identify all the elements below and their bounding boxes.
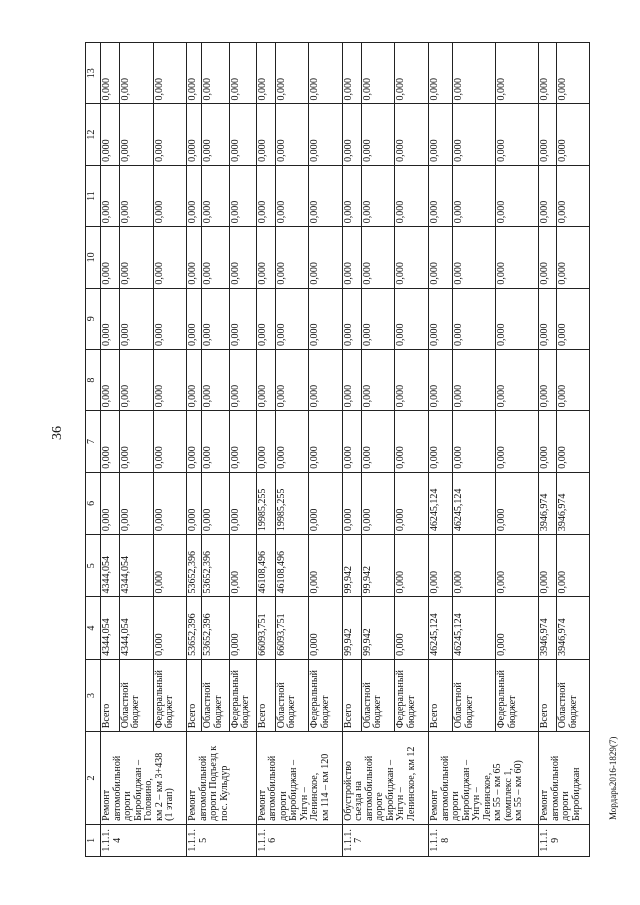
document-code: Мордарь2016-1829(7) [608, 736, 618, 820]
amount-cell: 0,000 [256, 288, 275, 349]
amount-cell: 0,000 [187, 288, 202, 349]
amount-cell: 0,000 [187, 349, 202, 410]
item-code-cell: 1.1.1. 9 [539, 824, 590, 856]
funding-source-cell: Всего [256, 659, 275, 731]
amount-cell: 0,000 [539, 104, 557, 165]
amount-cell: 0,000 [101, 411, 120, 472]
amount-cell: 0,000 [395, 349, 429, 410]
column-number-header: 8 [86, 349, 101, 410]
amount-cell: 0,000 [557, 43, 590, 104]
amount-cell: 19985,255 [256, 472, 275, 534]
column-number-header: 12 [86, 104, 101, 165]
amount-cell: 0,000 [496, 535, 539, 597]
amount-cell: 0,000 [496, 165, 539, 226]
amount-cell: 0,000 [309, 597, 343, 659]
amount-cell: 3946,974 [557, 597, 590, 659]
amount-cell: 0,000 [429, 535, 453, 597]
amount-cell: 0,000 [557, 411, 590, 472]
amount-cell: 0,000 [342, 349, 361, 410]
amount-cell: 0,000 [119, 411, 153, 472]
column-number-header: 7 [86, 411, 101, 472]
amount-cell: 0,000 [429, 43, 453, 104]
table-row [101, 43, 120, 857]
amount-cell: 0,000 [557, 104, 590, 165]
amount-cell: 0,000 [101, 472, 120, 534]
amount-cell: 0,000 [342, 165, 361, 226]
amount-cell: 0,000 [153, 165, 187, 226]
amount-cell: 0,000 [361, 472, 395, 534]
amount-cell: 0,000 [119, 349, 153, 410]
amount-cell: 0,000 [229, 227, 256, 288]
amount-cell: 0,000 [275, 411, 309, 472]
amount-cell: 0,000 [361, 227, 395, 288]
amount-cell: 0,000 [229, 597, 256, 659]
item-code-cell: 1.1.1. 5 [187, 824, 256, 856]
amount-cell: 0,000 [496, 288, 539, 349]
table-row [256, 43, 275, 857]
amount-cell: 0,000 [275, 43, 309, 104]
amount-cell: 0,000 [395, 104, 429, 165]
amount-cell: 0,000 [496, 104, 539, 165]
amount-cell: 46245,124 [429, 472, 453, 534]
amount-cell: 53652,396 [202, 597, 229, 659]
activity-name-cell: Ремонт автомобильной дороги Биробиджан – Унгун – Ленинское, км 114 – км 120 [256, 732, 342, 825]
amount-cell: 0,000 [496, 411, 539, 472]
amount-cell: 0,000 [429, 227, 453, 288]
item-code-cell: 1.1.1. 7 [342, 824, 428, 856]
table-row [429, 43, 453, 857]
amount-cell: 0,000 [202, 472, 229, 534]
amount-cell: 0,000 [309, 104, 343, 165]
amount-cell: 0,000 [361, 288, 395, 349]
amount-cell: 0,000 [453, 104, 496, 165]
amount-cell: 0,000 [342, 411, 361, 472]
table-body [101, 43, 590, 857]
amount-cell: 0,000 [119, 227, 153, 288]
amount-cell: 99,942 [342, 597, 361, 659]
amount-cell: 4344,054 [119, 597, 153, 659]
amount-cell: 0,000 [202, 411, 229, 472]
amount-cell: 0,000 [309, 43, 343, 104]
column-number-header: 4 [86, 597, 101, 659]
amount-cell: 0,000 [275, 165, 309, 226]
column-number-header: 9 [86, 288, 101, 349]
amount-cell: 46245,124 [429, 597, 453, 659]
amount-cell: 53652,396 [187, 597, 202, 659]
amount-cell: 0,000 [101, 227, 120, 288]
budget-table-container [85, 42, 590, 857]
amount-cell: 0,000 [153, 597, 187, 659]
amount-cell: 46245,124 [453, 472, 496, 534]
activity-name-cell: Ремонт автомобильной дороги Биробиджан – Унгун – Ленинское, км 55 – км 65 (комплекс 1, км 55 – км 60) [429, 732, 539, 825]
amount-cell: 0,000 [187, 165, 202, 226]
amount-cell: 0,000 [496, 597, 539, 659]
funding-source-cell: Областной бюджет [275, 659, 309, 731]
page-number: 36 [50, 426, 65, 440]
amount-cell: 0,000 [309, 411, 343, 472]
column-number-header: 6 [86, 472, 101, 534]
amount-cell: 0,000 [453, 165, 496, 226]
amount-cell: 0,000 [119, 472, 153, 534]
column-number-header: 2 [86, 732, 101, 825]
amount-cell: 4344,054 [101, 597, 120, 659]
amount-cell: 0,000 [119, 165, 153, 226]
amount-cell: 0,000 [119, 43, 153, 104]
amount-cell: 0,000 [539, 43, 557, 104]
amount-cell: 0,000 [101, 288, 120, 349]
amount-cell: 0,000 [395, 288, 429, 349]
amount-cell: 0,000 [557, 165, 590, 226]
funding-source-cell: Федеральный бюджет [229, 659, 256, 731]
amount-cell: 0,000 [187, 472, 202, 534]
amount-cell: 0,000 [557, 349, 590, 410]
amount-cell: 0,000 [361, 104, 395, 165]
funding-source-cell: Всего [429, 659, 453, 731]
amount-cell: 0,000 [275, 227, 309, 288]
amount-cell: 0,000 [256, 227, 275, 288]
activity-name-cell: Ремонт автомобильной дороги Биробиджан – Головино, км 2 – км 3+438 (1 этап) [101, 732, 187, 825]
amount-cell: 0,000 [342, 288, 361, 349]
amount-cell: 0,000 [153, 535, 187, 597]
amount-cell: 0,000 [539, 535, 557, 597]
amount-cell: 0,000 [153, 411, 187, 472]
amount-cell: 0,000 [496, 227, 539, 288]
activity-name-cell: Ремонт автомобильной дороги Биробиджан [539, 732, 590, 825]
amount-cell: 46108,496 [256, 535, 275, 597]
amount-cell: 0,000 [187, 43, 202, 104]
amount-cell: 0,000 [429, 349, 453, 410]
amount-cell: 3946,974 [539, 472, 557, 534]
amount-cell: 0,000 [395, 227, 429, 288]
amount-cell: 4344,054 [119, 535, 153, 597]
amount-cell: 0,000 [153, 43, 187, 104]
amount-cell: 0,000 [361, 411, 395, 472]
amount-cell: 0,000 [496, 349, 539, 410]
table-row [342, 43, 361, 857]
amount-cell: 3946,974 [539, 597, 557, 659]
amount-cell: 0,000 [539, 288, 557, 349]
amount-cell: 0,000 [229, 411, 256, 472]
amount-cell: 0,000 [429, 104, 453, 165]
funding-source-cell: Всего [539, 659, 557, 731]
amount-cell: 0,000 [496, 472, 539, 534]
column-number-row [86, 43, 101, 857]
funding-source-cell: Всего [101, 659, 120, 731]
funding-source-cell: Областной бюджет [361, 659, 395, 731]
amount-cell: 0,000 [539, 227, 557, 288]
amount-cell: 0,000 [395, 597, 429, 659]
amount-cell: 0,000 [256, 349, 275, 410]
amount-cell: 0,000 [101, 43, 120, 104]
amount-cell: 0,000 [202, 165, 229, 226]
column-number-header: 11 [86, 165, 101, 226]
amount-cell: 66093,751 [256, 597, 275, 659]
item-code-cell: 1.1.1. 4 [101, 824, 187, 856]
column-number-header: 1 [86, 824, 101, 856]
table-row [187, 43, 202, 857]
amount-cell: 0,000 [202, 43, 229, 104]
amount-cell: 0,000 [187, 227, 202, 288]
amount-cell: 0,000 [453, 349, 496, 410]
column-number-header: 3 [86, 659, 101, 731]
amount-cell: 0,000 [496, 43, 539, 104]
amount-cell: 0,000 [557, 535, 590, 597]
amount-cell: 0,000 [229, 535, 256, 597]
amount-cell: 0,000 [309, 349, 343, 410]
amount-cell: 0,000 [275, 288, 309, 349]
funding-source-cell: Всего [342, 659, 361, 731]
amount-cell: 4344,054 [101, 535, 120, 597]
funding-source-cell: Федеральный бюджет [496, 659, 539, 731]
amount-cell: 0,000 [256, 165, 275, 226]
amount-cell: 0,000 [395, 411, 429, 472]
amount-cell: 0,000 [361, 165, 395, 226]
amount-cell: 0,000 [153, 227, 187, 288]
amount-cell: 66093,751 [275, 597, 309, 659]
funding-source-cell: Областной бюджет [453, 659, 496, 731]
funding-source-cell: Областной бюджет [557, 659, 590, 731]
column-number-header: 5 [86, 535, 101, 597]
amount-cell: 0,000 [153, 288, 187, 349]
amount-cell: 0,000 [453, 43, 496, 104]
amount-cell: 0,000 [309, 535, 343, 597]
amount-cell: 3946,974 [557, 472, 590, 534]
amount-cell: 0,000 [256, 104, 275, 165]
amount-cell: 0,000 [395, 472, 429, 534]
amount-cell: 0,000 [309, 227, 343, 288]
amount-cell: 0,000 [119, 288, 153, 349]
amount-cell: 0,000 [119, 104, 153, 165]
amount-cell: 46245,124 [453, 597, 496, 659]
amount-cell: 0,000 [153, 472, 187, 534]
amount-cell: 0,000 [453, 535, 496, 597]
amount-cell: 0,000 [153, 349, 187, 410]
amount-cell: 0,000 [429, 288, 453, 349]
funding-source-cell: Федеральный бюджет [153, 659, 187, 731]
column-number-header: 13 [86, 43, 101, 104]
amount-cell: 19985,255 [275, 472, 309, 534]
amount-cell: 0,000 [342, 472, 361, 534]
amount-cell: 0,000 [309, 288, 343, 349]
amount-cell: 0,000 [361, 349, 395, 410]
activity-name-cell: Ремонт автомобильной дороги Подъезд к пос. Кульдур [187, 732, 256, 825]
amount-cell: 0,000 [229, 288, 256, 349]
column-number-header: 10 [86, 227, 101, 288]
funding-source-cell: Федеральный бюджет [395, 659, 429, 731]
amount-cell: 53652,396 [202, 535, 229, 597]
table-row [539, 43, 557, 857]
amount-cell: 0,000 [101, 165, 120, 226]
funding-source-cell: Всего [187, 659, 202, 731]
amount-cell: 0,000 [361, 43, 395, 104]
amount-cell: 0,000 [256, 411, 275, 472]
amount-cell: 46108,496 [275, 535, 309, 597]
amount-cell: 0,000 [229, 43, 256, 104]
amount-cell: 0,000 [539, 349, 557, 410]
amount-cell: 53652,396 [187, 535, 202, 597]
amount-cell: 0,000 [309, 472, 343, 534]
amount-cell: 0,000 [453, 288, 496, 349]
amount-cell: 0,000 [395, 165, 429, 226]
amount-cell: 99,942 [361, 535, 395, 597]
amount-cell: 0,000 [202, 104, 229, 165]
activity-name-cell: Обустройство съезда на автомобильной дороге Биробиджан – Унгун – Ленинское, км 12 [342, 732, 428, 825]
amount-cell: 0,000 [229, 349, 256, 410]
funding-source-cell: Областной бюджет [202, 659, 229, 731]
amount-cell: 0,000 [453, 227, 496, 288]
amount-cell: 0,000 [342, 227, 361, 288]
budget-table [85, 42, 590, 857]
amount-cell: 0,000 [342, 104, 361, 165]
amount-cell: 0,000 [101, 104, 120, 165]
amount-cell: 0,000 [187, 411, 202, 472]
amount-cell: 0,000 [202, 349, 229, 410]
amount-cell: 0,000 [557, 288, 590, 349]
amount-cell: 0,000 [256, 43, 275, 104]
amount-cell: 0,000 [153, 104, 187, 165]
amount-cell: 0,000 [202, 288, 229, 349]
amount-cell: 0,000 [101, 349, 120, 410]
item-code-cell: 1.1.1. 8 [429, 824, 539, 856]
item-code-cell: 1.1.1. 6 [256, 824, 342, 856]
funding-source-cell: Областной бюджет [119, 659, 153, 731]
amount-cell: 0,000 [429, 165, 453, 226]
amount-cell: 0,000 [557, 227, 590, 288]
amount-cell: 0,000 [229, 472, 256, 534]
amount-cell: 0,000 [539, 165, 557, 226]
amount-cell: 0,000 [202, 227, 229, 288]
amount-cell: 0,000 [395, 43, 429, 104]
amount-cell: 0,000 [539, 411, 557, 472]
amount-cell: 99,942 [361, 597, 395, 659]
amount-cell: 0,000 [342, 43, 361, 104]
amount-cell: 0,000 [229, 104, 256, 165]
amount-cell: 0,000 [453, 411, 496, 472]
amount-cell: 0,000 [275, 349, 309, 410]
amount-cell: 0,000 [395, 535, 429, 597]
amount-cell: 0,000 [275, 104, 309, 165]
amount-cell: 0,000 [229, 165, 256, 226]
amount-cell: 99,942 [342, 535, 361, 597]
amount-cell: 0,000 [429, 411, 453, 472]
amount-cell: 0,000 [187, 104, 202, 165]
amount-cell: 0,000 [309, 165, 343, 226]
funding-source-cell: Федеральный бюджет [309, 659, 343, 731]
